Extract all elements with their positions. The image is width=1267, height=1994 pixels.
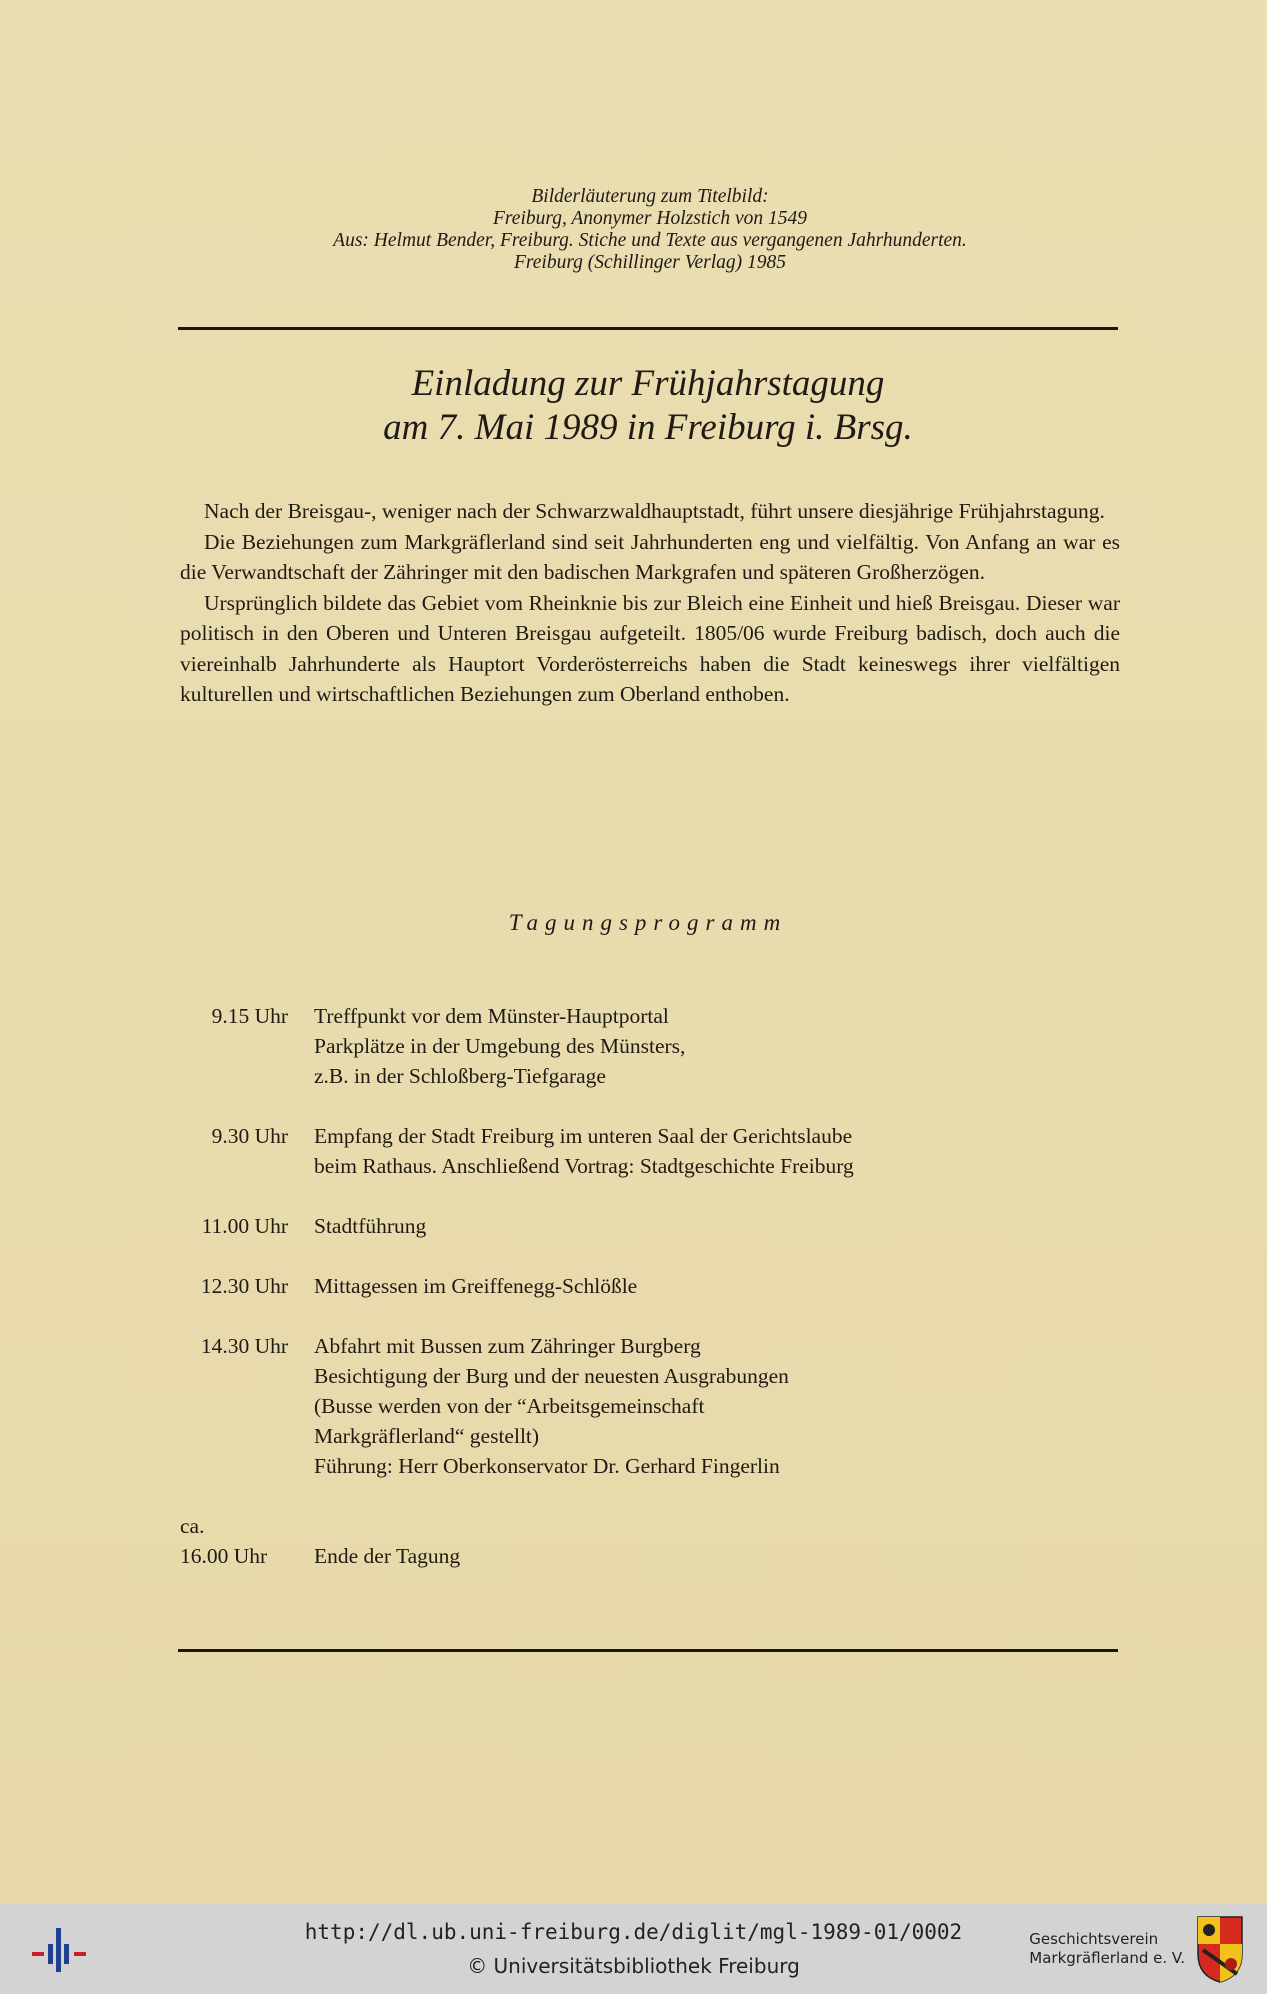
caption-line: Freiburg (Schillinger Verlag) 1985 (513, 252, 787, 273)
caption-line: Aus: Helmut Bender, Freiburg. Stiche und Texte aus vergangenen Jahrhunderten. (333, 230, 967, 251)
entry-line: Stadtführung (314, 1214, 427, 1238)
entry-description (314, 1001, 685, 1091)
image-caption (180, 186, 1120, 274)
entry-description (314, 1121, 854, 1181)
entry-line: Mittagessen im Greiffenegg-Schlößle (314, 1274, 638, 1298)
entry-prefix: ca. (180, 1514, 205, 1538)
entry-line: Empfang der Stadt Freiburg im unteren Saal der Gerichtslaube (314, 1124, 853, 1148)
entry-time: 16.00 Uhr (180, 1544, 268, 1568)
entry-time: 9.30 Uhr (211, 1124, 288, 1148)
entry-description (314, 1211, 426, 1241)
entry-description (314, 1541, 460, 1571)
entry-line: Parkplätze in der Umgebung des Münsters, (314, 1034, 686, 1058)
entry-line: beim Rathaus. Anschließend Vortrag: Stadtgeschichte Freiburg (314, 1154, 854, 1178)
society-line-2: Markgräflerland e. V. (1029, 1949, 1185, 1967)
title-line-2: am 7. Mai 1989 in Freiburg i. Brsg. (383, 407, 913, 448)
society-line-1: Geschichtsverein (1029, 1930, 1159, 1948)
caption-line: Bilderläuterung zum Titelbild: (531, 186, 769, 207)
entry-time: 9.15 Uhr (211, 1004, 288, 1028)
viewer-footer (0, 1904, 1267, 1994)
entry-line: (Busse werden von der “Arbeitsgemeinschaft (314, 1394, 705, 1418)
schedule-entry (180, 1271, 1120, 1301)
schedule-entry (180, 1001, 1120, 1091)
entry-line: Treffpunkt vor dem Münster-Hauptportal (314, 1004, 669, 1028)
paragraph: Nach der Breisgau-, weniger nach der Schwarzwaldhauptstadt, führt unsere diesjährige Frühjahrstagung. (204, 499, 1105, 523)
paragraph: Ursprünglich bildete das Gebiet vom Rheinknie bis zur Bleich eine Einheit und hieß Breisgau. Dieser war politisch in den Oberen und Unteren Breisgau aufgeteilt. 1805/06 wurde Freiburg badisch, doch auch die viereinhalb Jahrhunderte als Hauptort Vorderösterreichs haben die Stadt keineswegs ihrer vielfältigen kulturellen und wirtschaftlichen Beziehungen zum Oberland enthoben. (180, 590, 1120, 706)
caption-line: Freiburg, Anonymer Holzstich von 1549 (493, 208, 807, 229)
entry-time: 12.30 Uhr (200, 1274, 288, 1298)
entry-time: 14.30 Uhr (200, 1334, 288, 1358)
entry-line: Besichtigung der Burg und der neuesten Ausgrabungen (314, 1364, 789, 1388)
schedule-entry (180, 1211, 1120, 1241)
schedule-entry (180, 1121, 1120, 1181)
entry-time: 11.00 Uhr (201, 1214, 288, 1238)
page-title (178, 362, 1118, 450)
intro-text (180, 496, 1120, 710)
schedule-entry-end (180, 1511, 1120, 1571)
bottom-divider (178, 1649, 1118, 1652)
top-divider (178, 327, 1118, 330)
entry-line: Abfahrt mit Bussen zum Zähringer Burgberg (314, 1334, 701, 1358)
schedule-entry (180, 1331, 1120, 1481)
entry-line: Führung: Herr Oberkonservator Dr. Gerhard Fingerlin (314, 1454, 780, 1478)
schedule (180, 1001, 1120, 1601)
coat-of-arms-icon[interactable] (1195, 1914, 1245, 1984)
entry-line: Ende der Tagung (314, 1544, 461, 1568)
program-heading: Tagungsprogramm (508, 910, 788, 935)
entry-line: Markgräflerland“ gestellt) (314, 1424, 540, 1448)
society-name[interactable] (1029, 1930, 1185, 1968)
permalink-url[interactable]: http://dl.ub.uni-freiburg.de/diglit/mgl-1989-01/0002 (304, 1920, 963, 1944)
title-line-1: Einladung zur Frühjahrstagung (411, 363, 885, 404)
entry-line: z.B. in der Schloßberg-Tiefgarage (314, 1064, 606, 1088)
entry-description (314, 1271, 637, 1301)
copyright-text: © Universitätsbibliothek Freiburg (467, 1954, 800, 1978)
paragraph: Die Beziehungen zum Markgräflerland sind seit Jahrhunderten eng und vielfältig. Von Anfang an war es die Verwandtschaft der Zähringer mit den badischen Markgrafen und späteren Großherzögen. (180, 529, 1120, 584)
entry-description (314, 1331, 789, 1481)
